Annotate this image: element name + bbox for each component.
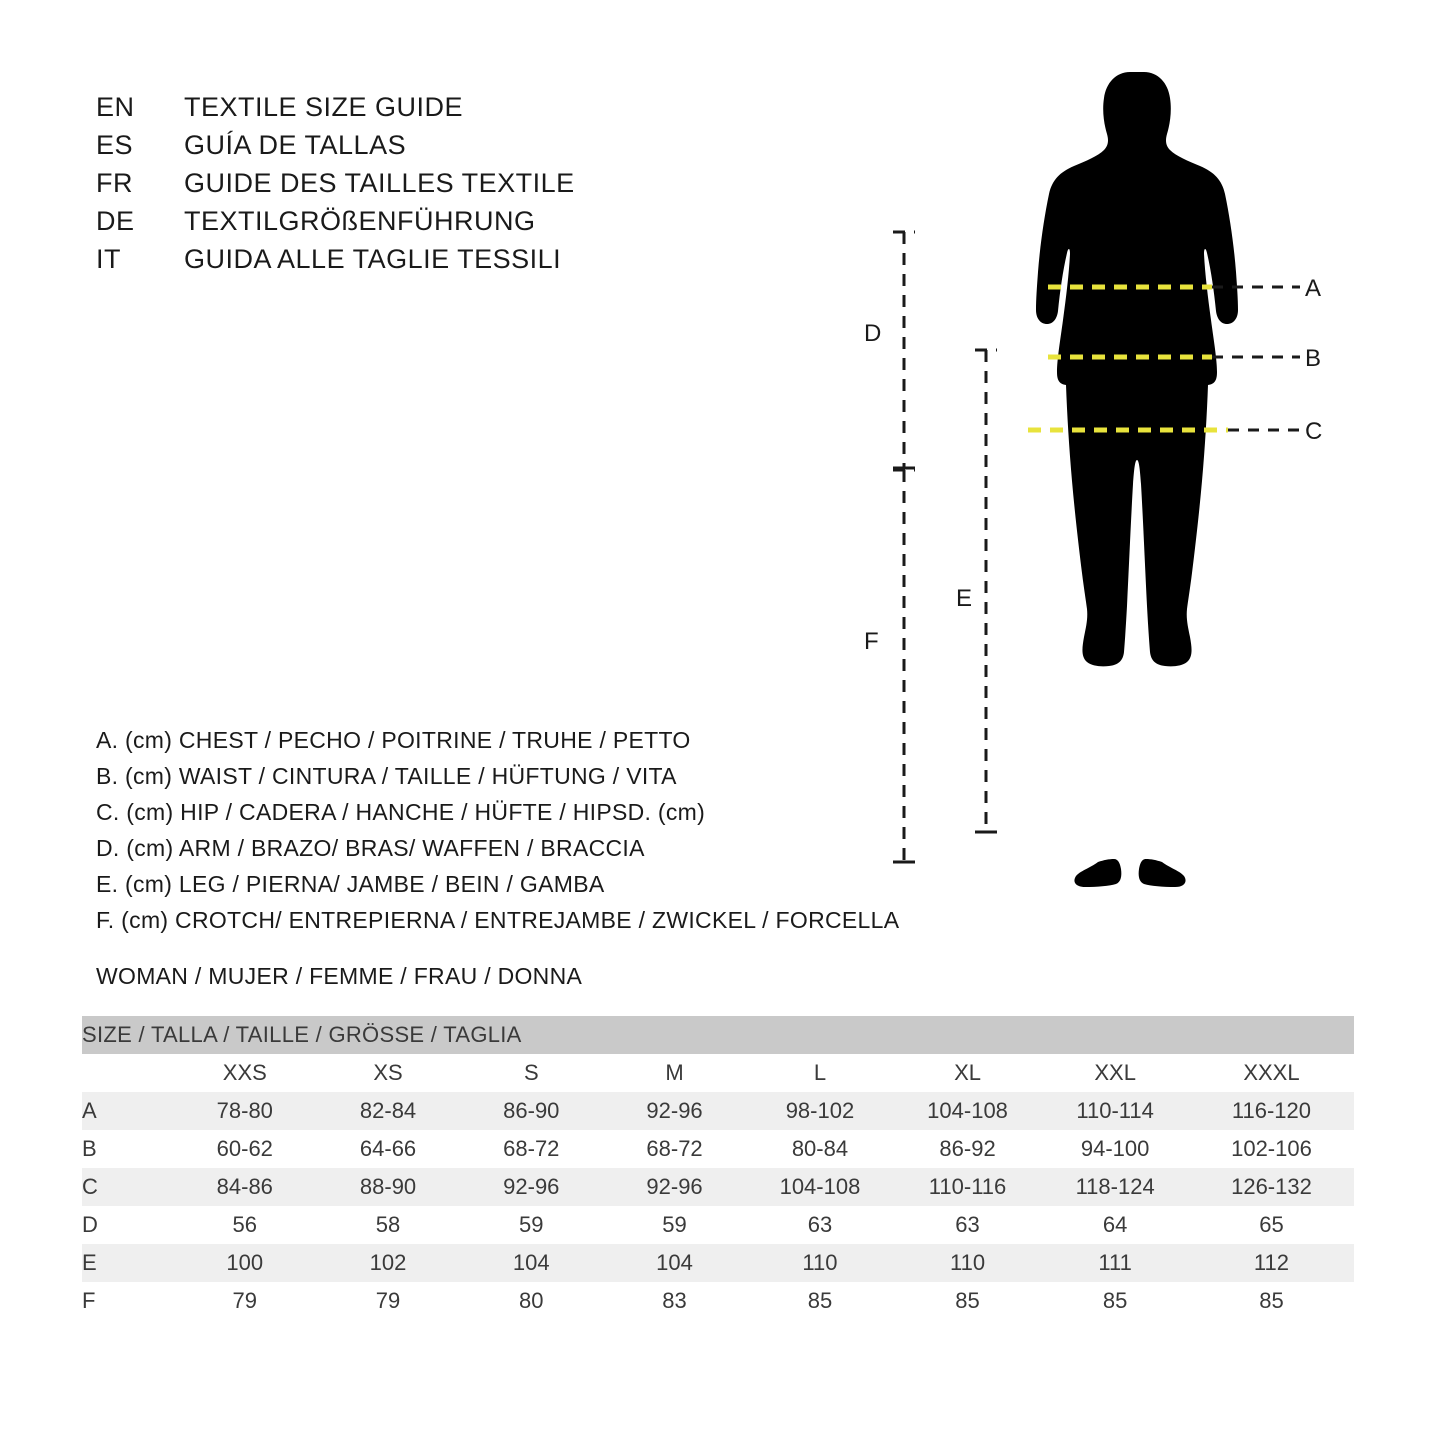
column-header-xxl: XXL: [1041, 1054, 1189, 1092]
language-code: EN: [96, 92, 135, 122]
language-title: GUIDE DES TAILLES TEXTILE: [184, 168, 575, 198]
cell: 85: [1189, 1282, 1354, 1320]
marker-label-f: F: [864, 628, 879, 655]
size-table-wrapper: [82, 1016, 1354, 1320]
row-label: F: [82, 1282, 173, 1320]
cell: 65: [1189, 1206, 1354, 1244]
cell: 86-92: [894, 1130, 1042, 1168]
row-label: E: [82, 1244, 173, 1282]
row-label: C: [82, 1168, 173, 1206]
size-table: [82, 1016, 1354, 1320]
language-title: GUIDA ALLE TAGLIE TESSILI: [184, 244, 562, 274]
column-header-l: L: [746, 1054, 894, 1092]
cell: 83: [603, 1282, 746, 1320]
language-row: [96, 168, 736, 206]
cell: 98-102: [746, 1092, 894, 1130]
row-label: D: [82, 1206, 173, 1244]
cell: 56: [173, 1206, 316, 1244]
cell: 104-108: [894, 1092, 1042, 1130]
cell: 80-84: [746, 1130, 894, 1168]
cell: 85: [1041, 1282, 1189, 1320]
column-header-m: M: [603, 1054, 746, 1092]
group-label: WOMAN / MUJER / FEMME / FRAU / DONNA: [96, 963, 583, 989]
language-row: [96, 92, 736, 130]
table-row: [82, 1168, 1354, 1206]
table-row: [82, 1282, 1354, 1320]
cell: 110-116: [894, 1168, 1042, 1206]
cell: 79: [316, 1282, 459, 1320]
cell: 110-114: [1041, 1092, 1189, 1130]
table-header-row: [82, 1054, 1354, 1092]
cell: 102: [316, 1244, 459, 1282]
cell: 94-100: [1041, 1130, 1189, 1168]
cell: 59: [603, 1206, 746, 1244]
column-header-xxs: XXS: [173, 1054, 316, 1092]
legend-item-a: A. (cm) CHEST / PECHO / POITRINE / TRUHE / PETTO: [96, 727, 691, 753]
cell: 110: [894, 1244, 1042, 1282]
cell: 85: [746, 1282, 894, 1320]
table-caption: SIZE / TALLA / TAILLE / GRÖSSE / TAGLIA: [82, 1016, 1354, 1054]
marker-label-a: A: [1305, 275, 1322, 302]
marker-label-e: E: [956, 585, 973, 612]
cell: 104-108: [746, 1168, 894, 1206]
legend-item-e: E. (cm) LEG / PIERNA/ JAMBE / BEIN / GAMBA: [96, 871, 605, 897]
cell: 118-124: [1041, 1168, 1189, 1206]
cell: 112: [1189, 1244, 1354, 1282]
cell: 110: [746, 1244, 894, 1282]
language-code: ES: [96, 130, 134, 160]
cell: 102-106: [1189, 1130, 1354, 1168]
table-caption-row: [82, 1016, 1354, 1054]
table-row: [82, 1206, 1354, 1244]
cell: 63: [894, 1206, 1042, 1244]
language-title: GUÍA DE TALLAS: [184, 130, 407, 160]
language-row: [96, 244, 736, 282]
cell: 64: [1041, 1206, 1189, 1244]
cell: 111: [1041, 1244, 1189, 1282]
woman-silhouette-icon: [1036, 72, 1238, 887]
legend-item-d: D. (cm) ARM / BRAZO/ BRAS/ WAFFEN / BRACCIA: [96, 835, 645, 861]
language-code: FR: [96, 168, 133, 198]
cell: 84-86: [173, 1168, 316, 1206]
legend-item-f: F. (cm) CROTCH/ ENTREPIERNA / ENTREJAMBE / ZWICKEL / FORCELLA: [96, 907, 900, 933]
column-header-s: S: [460, 1054, 603, 1092]
cell: 116-120: [1189, 1092, 1354, 1130]
cell: 104: [460, 1244, 603, 1282]
cell: 92-96: [603, 1168, 746, 1206]
language-row: [96, 130, 736, 168]
cell: 86-90: [460, 1092, 603, 1130]
cell: 100: [173, 1244, 316, 1282]
cell: 58: [316, 1206, 459, 1244]
column-header-xs: XS: [316, 1054, 459, 1092]
language-code: IT: [96, 244, 121, 274]
bracket-d: [893, 232, 915, 468]
cell: 88-90: [316, 1168, 459, 1206]
cell: 126-132: [1189, 1168, 1354, 1206]
column-header-xl: XL: [894, 1054, 1042, 1092]
language-code: DE: [96, 206, 135, 236]
legend-item-b: B. (cm) WAIST / CINTURA / TAILLE / HÜFTUNG / VITA: [96, 763, 677, 789]
cell: 79: [173, 1282, 316, 1320]
title-language-block: [96, 92, 736, 282]
table-row: [82, 1244, 1354, 1282]
bracket-e: [975, 350, 997, 832]
header-rowlabel: [82, 1054, 173, 1092]
cell: 85: [894, 1282, 1042, 1320]
table-row: [82, 1092, 1354, 1130]
cell: 59: [460, 1206, 603, 1244]
language-title: TEXTILE SIZE GUIDE: [184, 92, 464, 122]
language-title: TEXTILGRÖßENFÜHRUNG: [184, 206, 536, 236]
cell: 78-80: [173, 1092, 316, 1130]
cell: 80: [460, 1282, 603, 1320]
language-row: [96, 206, 736, 244]
cell: 104: [603, 1244, 746, 1282]
cell: 92-96: [603, 1092, 746, 1130]
cell: 68-72: [603, 1130, 746, 1168]
cell: 82-84: [316, 1092, 459, 1130]
marker-label-d: D: [864, 320, 882, 347]
marker-label-b: B: [1305, 345, 1322, 372]
cell: 68-72: [460, 1130, 603, 1168]
cell: 63: [746, 1206, 894, 1244]
cell: 92-96: [460, 1168, 603, 1206]
table-row: [82, 1130, 1354, 1168]
row-label: A: [82, 1092, 173, 1130]
legend-item-c: C. (cm) HIP / CADERA / HANCHE / HÜFTE / HIPSD. (cm): [96, 799, 706, 825]
row-label: B: [82, 1130, 173, 1168]
cell: 64-66: [316, 1130, 459, 1168]
measurement-legend: [96, 722, 926, 938]
column-header-xxxl: XXXL: [1189, 1054, 1354, 1092]
marker-label-c: C: [1305, 418, 1323, 445]
cell: 60-62: [173, 1130, 316, 1168]
